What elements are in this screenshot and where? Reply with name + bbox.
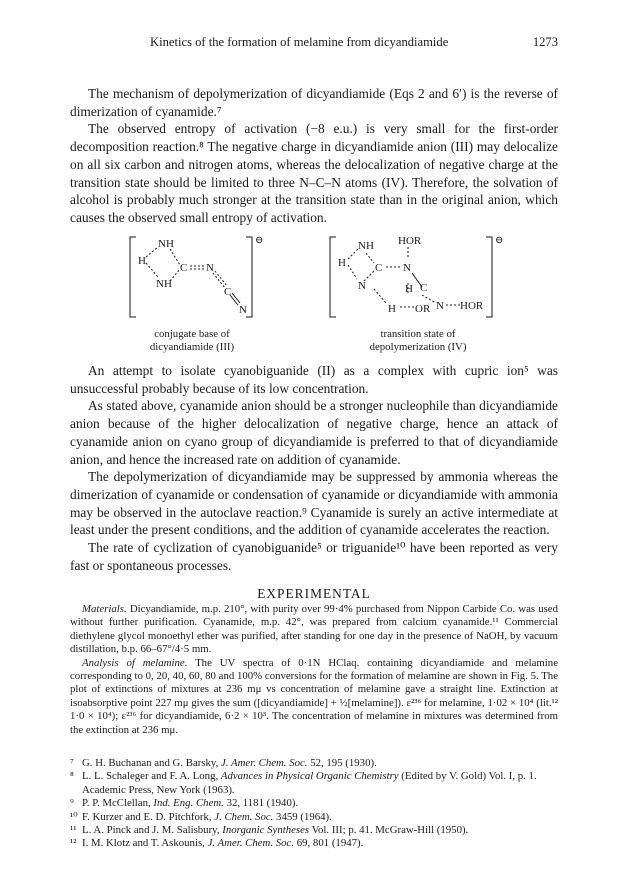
reference-item	[70, 757, 558, 770]
atom-r-c2: C	[420, 282, 428, 294]
paragraph-cupric: An attempt to isolate cyanobiguanide (II) as a complex with cupric ion⁵ was unsuccessful probably because of its low concentration.	[70, 363, 558, 396]
reference-item	[70, 797, 558, 810]
atom-r-h-mid: H	[405, 283, 413, 295]
caption-right-line-1: transition state of	[380, 328, 456, 340]
reference-item	[70, 811, 558, 824]
atom-r-h-bottom: H	[388, 303, 396, 315]
ref-details: (Edited by V. Gold) Vol. I, p. 1. Academic Press, New York (1963).	[82, 770, 537, 796]
bond-r-n-hbridge	[374, 289, 386, 303]
ref-authors: G. H. Buchanan and G. Barsky,	[82, 757, 222, 769]
left-anion-charge: ⊖	[255, 235, 264, 246]
ref-number: ⁸	[70, 770, 74, 783]
paragraph-materials	[70, 603, 558, 657]
ref-authors: I. M. Klotz and T. Askounis,	[82, 837, 208, 850]
experimental-heading: EXPERIMENTAL	[257, 586, 371, 601]
bond-cn-triple-2	[232, 293, 240, 303]
references-list	[70, 757, 558, 851]
ref-journal: J. Chem. Soc.	[214, 810, 274, 823]
paragraph-ammonia: The depolymerization of dicyandiamide may be suppressed by ammonia whereas the dimerization of cyanamide or condensation of cyanamide or dicyandiamide with ammonia may be observed in the autoclave reaction.⁹ Cyanamide is surely an active intermediate at least under the present conditions, and the addition of cyanamide accelerates the reaction.	[70, 469, 558, 538]
materials-text: Dicyandiamide, m.p. 210°, with purity over 99·4% purchased from Nippon Carbide Co. was used without further purification. Cyanamide, m.p. 42°, was prepared from calcium cyanamide.¹¹ Commercial diethylene glycol monoethyl ether was purified, after standing for one day in the presence of NaOH, by vacuum distillation, b.p. 66–67°/4·5 mm.	[70, 603, 559, 656]
caption-left-line-1: conjugate base of	[154, 328, 230, 340]
left-open-bracket	[130, 237, 136, 317]
body-text-upper	[70, 85, 558, 227]
atom-h-left: H	[138, 255, 146, 267]
atom-nh-top: NH	[158, 238, 174, 250]
structures-figure	[70, 233, 558, 355]
ref-details: 32, 1181 (1940).	[223, 797, 299, 810]
experimental-section	[70, 603, 558, 737]
analysis-text: The UV spectra of 0·1N HClaq. containing dicyandiamide and melamine corresponding to 0, 20, 40, 60, 80 and 100% conversions for the formation of melamine are shown in Fig. 5. The plot of extinctions of mixtures at 236 mμ vs concentration of melamine gave a straight line. Extinction at isoabsorptive point 227 mμ gives the sum ([dicyandiamide] + ½[melamine]). ε²³⁶ for melamine, 1·02 × 10⁴ (lit.¹² 1·0 × 10⁴); ε²³⁶ for dicyandiamide, 6·2 × 10³. The concentration of melamine in mixtures was determined from the extinction at 236 mμ.	[70, 656, 558, 736]
paragraph-mechanism: The mechanism of depolymerization of dicyandiamide (Eqs 2 and 6′) is the reverse of dimerization of cyanamide.⁷	[70, 86, 558, 119]
bond-h-nh	[146, 247, 158, 257]
ref-journal: J. Amer. Chem. Soc.	[207, 837, 295, 850]
running-header	[88, 35, 558, 53]
page-number: 1273	[532, 35, 558, 49]
bond-h-nh2	[146, 263, 158, 277]
ref-details: 3459 (1964).	[273, 810, 332, 823]
atom-c-right: C	[224, 286, 232, 298]
caption-conjugate-base	[132, 328, 252, 354]
chemical-structures	[70, 233, 558, 328]
right-atom-labels	[338, 235, 503, 315]
ref-journal: Ind. Eng. Chem.	[153, 797, 224, 810]
ref-number: ¹²	[70, 837, 77, 850]
caption-left-line-2: dicyandiamide (III)	[149, 341, 235, 353]
ref-authors: L. L. Schaleger and F. A. Long,	[82, 770, 221, 783]
ref-number: ⁹	[70, 797, 74, 810]
ref-journal: Advances in Physical Organic Chemistry	[220, 770, 399, 783]
atom-c-center: C	[180, 262, 188, 274]
bond-r-c-n2	[422, 295, 436, 303]
right-open-bracket	[330, 237, 336, 317]
atom-r-n-lower: N	[358, 280, 366, 292]
bond-r-h-n	[348, 265, 357, 279]
materials-label: Materials.	[82, 603, 127, 615]
running-title: Kinetics of the formation of melamine from dicyandiamide	[150, 35, 449, 49]
ref-journal: J. Amer. Chem. Soc.	[221, 757, 308, 769]
ref-authors: P. P. McClellan,	[82, 797, 154, 810]
atom-r-nh: NH	[358, 240, 374, 252]
ref-details: Vol. III; p. 41. McGraw-Hill (1950).	[309, 824, 469, 837]
left-structure	[130, 237, 252, 317]
reference-item	[70, 837, 558, 850]
atom-nh-bottom: NH	[156, 278, 172, 290]
caption-transition-state	[358, 328, 478, 354]
paragraph-cyclization: The rate of cyclization of cyanobiguanide⁵ or triguanide¹⁰ have been reported as very fast or spontaneous processes.	[70, 540, 558, 573]
right-close-bracket	[486, 237, 492, 317]
ref-details: 69, 801 (1947).	[294, 837, 364, 850]
ref-number: ⁷	[70, 757, 74, 769]
atom-r-hor-right: HOR	[460, 300, 484, 312]
paragraph-nucleophile: As stated above, cyanamide anion should be a stronger nucleophile than dicyandiamide anion because of the higher delocalization of negative charge, hence an attack of cyanamide anion on cyano group of dicyandiamide is preferred to that of dicyandiamide anion, and hence the increased rate on addition of cyanamide.	[70, 398, 558, 467]
ref-authors: F. Kurzer and E. D. Pitchfork,	[82, 810, 215, 823]
bond-r-h-nh	[348, 249, 358, 259]
atom-r-or: OR	[415, 303, 431, 315]
atom-r-n-center: N	[403, 262, 411, 274]
atom-r-hor-top: HOR	[398, 235, 422, 247]
ref-authors: L. A. Pinck and J. M. Salisbury,	[82, 824, 223, 837]
atom-n-center: N	[206, 262, 214, 274]
analysis-label: Analysis of melamine.	[82, 656, 188, 669]
ref-number: ¹¹	[70, 824, 77, 837]
ref-number: ¹⁰	[70, 810, 78, 823]
right-anion-charge: ⊖	[495, 235, 504, 246]
caption-right-line-2: depolymerization (IV)	[369, 341, 467, 353]
bond-nh-c	[170, 249, 180, 265]
reference-item	[70, 770, 558, 797]
body-text-lower	[70, 362, 558, 574]
bond-r-nh-c	[366, 253, 374, 263]
paragraph-analysis	[70, 657, 558, 737]
atom-n-terminal: N	[239, 304, 247, 316]
paragraph-entropy: The observed entropy of activation (−8 e.u.) is very small for the first-order decomposition reaction.⁸ The negative charge in dicyandiamide anion (III) may delocalize on all six carbon and nitrogen atoms, whereas the delocalization of negative charge at the transition state should be limited to three N–C–N atoms (IV). Therefore, the solvation of alcohol is probably much stronger at the transition state than in the original anion, which causes the observed small entropy of activation.	[70, 121, 558, 225]
atom-r-h: H	[338, 257, 346, 269]
ref-journal: Inorganic Syntheses	[222, 824, 310, 837]
reference-item	[70, 824, 558, 837]
atom-r-n-terminal: N	[436, 300, 444, 312]
ref-details: 52, 195 (1930).	[307, 757, 377, 769]
atom-r-c: C	[375, 262, 383, 274]
